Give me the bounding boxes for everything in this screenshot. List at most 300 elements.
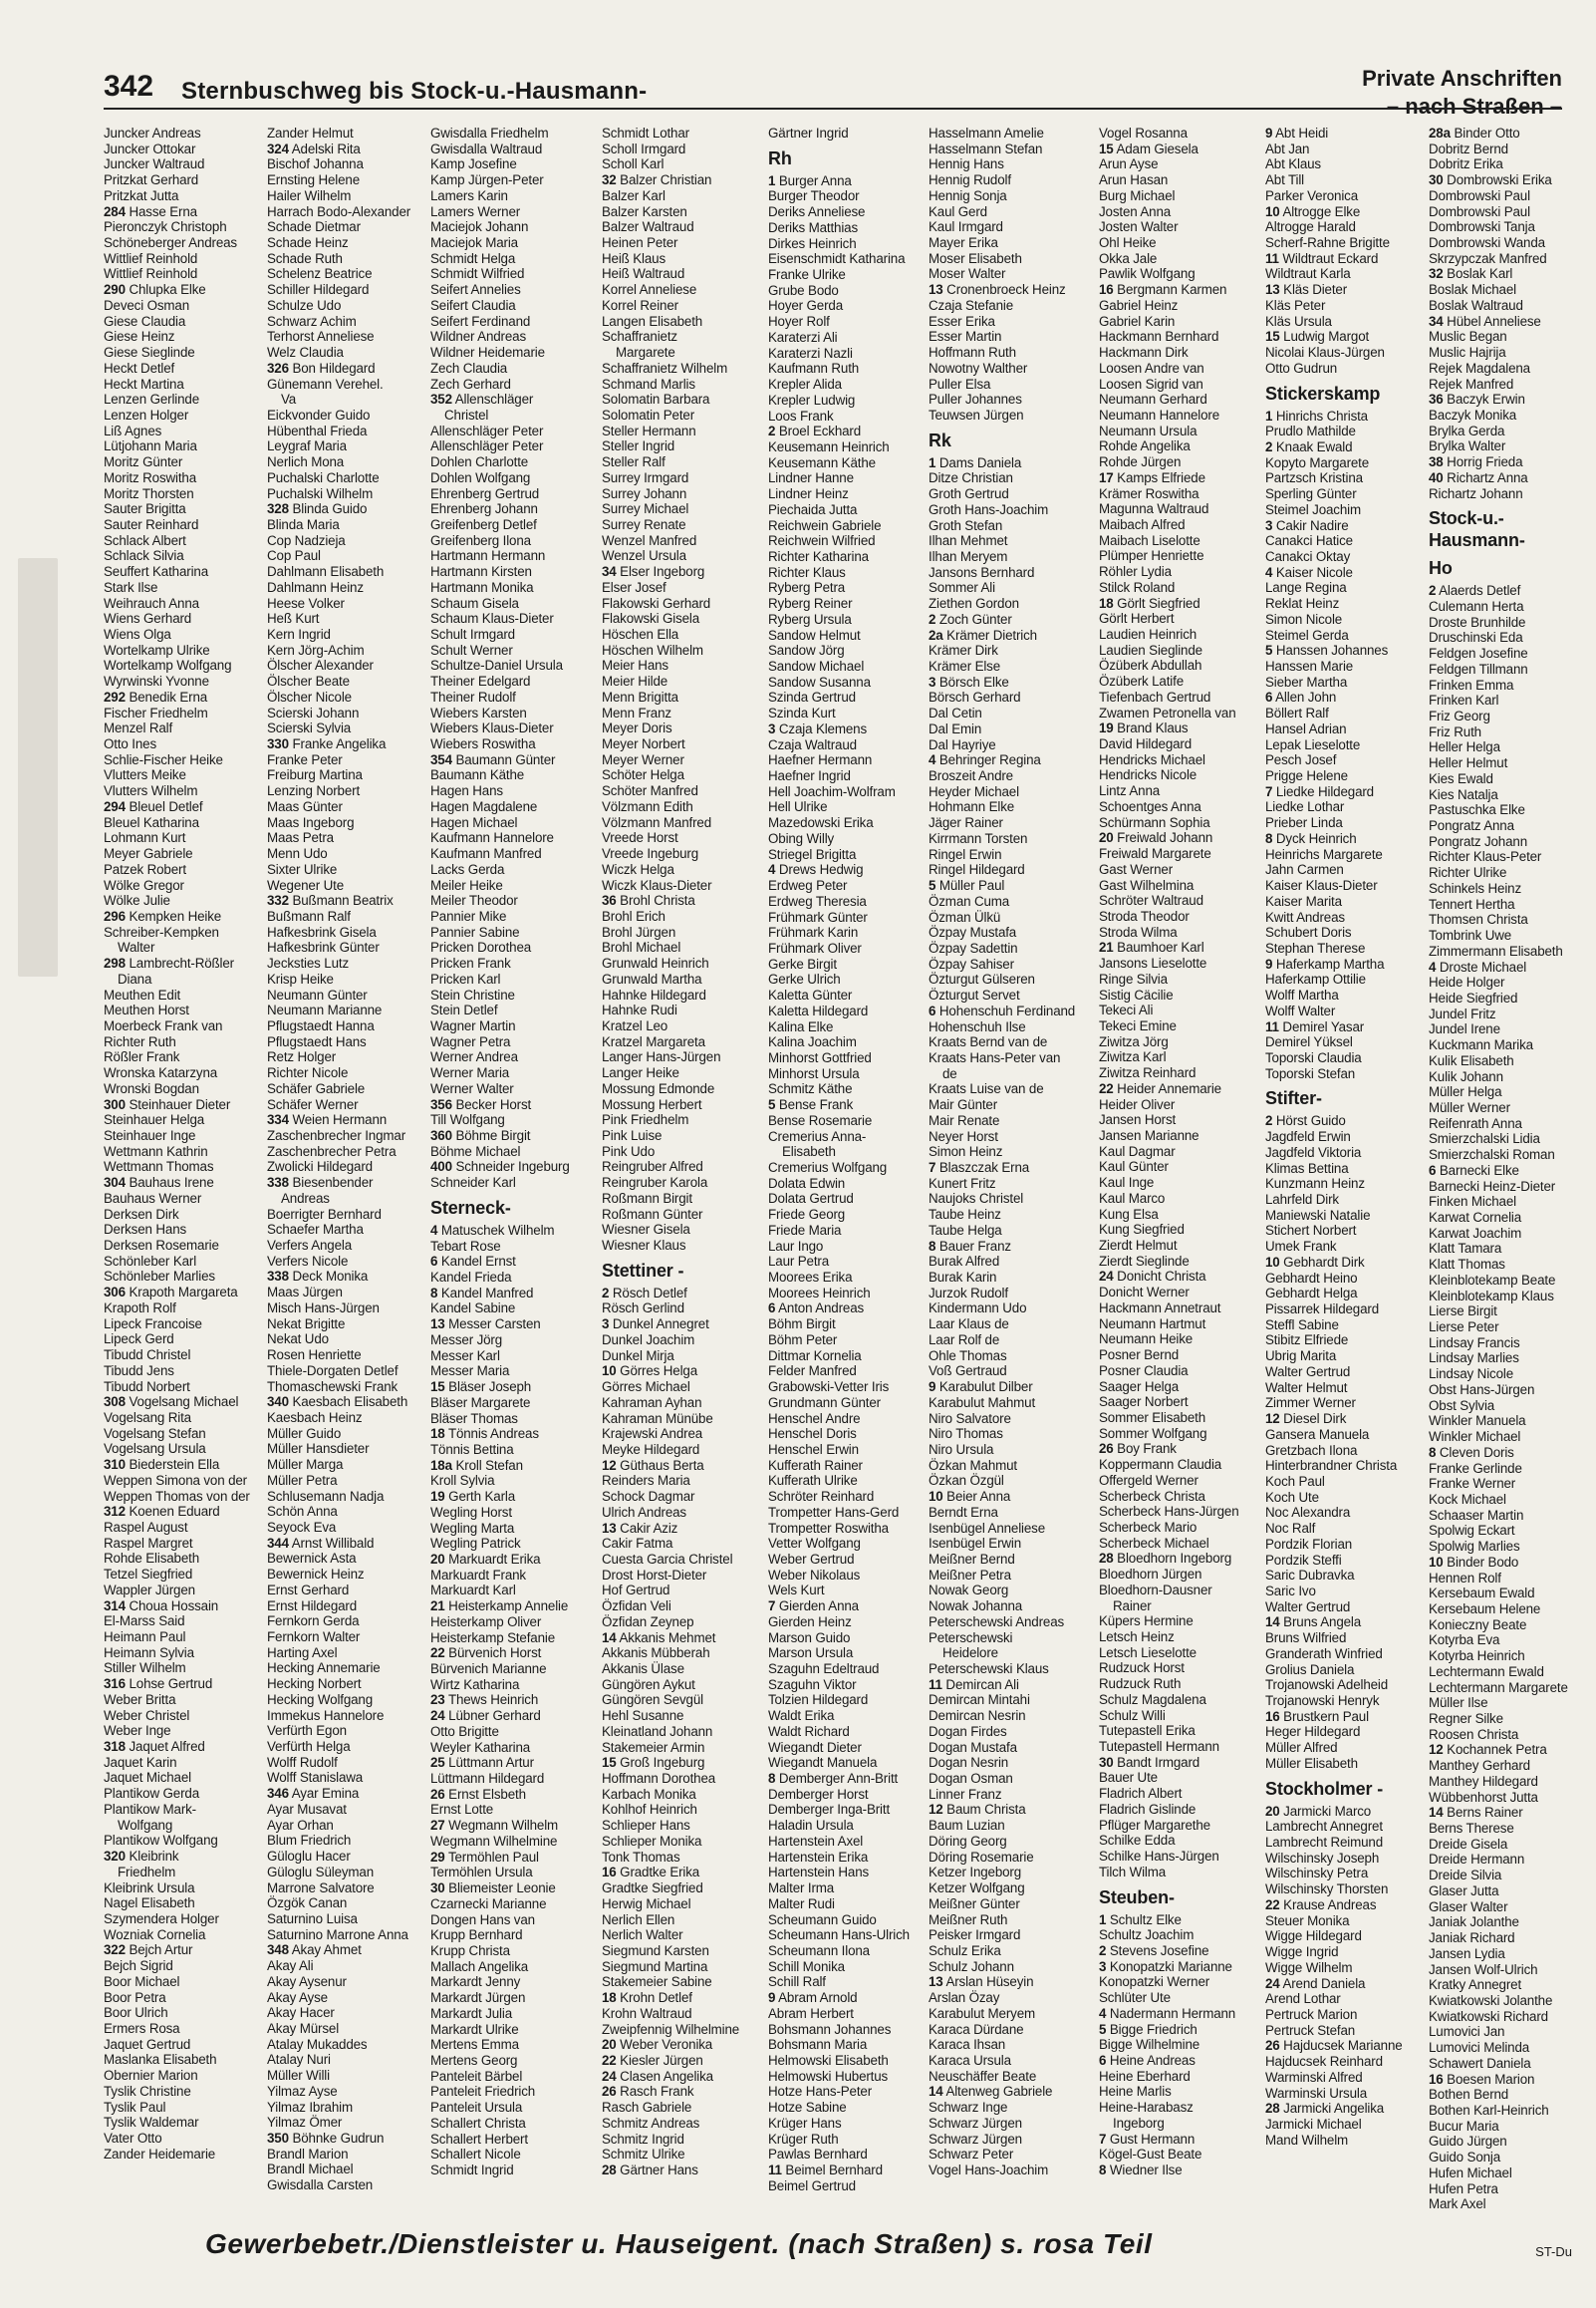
resident-entry: Wels Kurt <box>768 1583 825 1598</box>
resident-entry: Langer Heike <box>602 1065 679 1081</box>
resident-entry: Boor Petra <box>104 1989 166 2005</box>
resident-entry: Börsch Gerhard <box>929 690 1021 706</box>
resident-entry: Rößler Frank <box>104 1049 180 1065</box>
resident-entry: Meißner Günter <box>929 1895 1020 1911</box>
resident-entry: Leygraf Maria <box>267 438 347 454</box>
resident-entry: Dogan Osman <box>929 1771 1013 1787</box>
resident-entry: Kaufmann Hannelore <box>430 830 554 846</box>
house-number: 3 <box>768 721 776 736</box>
resident-entry: Schult Irmgard <box>430 627 515 642</box>
resident-entry: Ringel Erwin <box>929 846 1002 862</box>
resident-entry: Canakci Hatice <box>1265 533 1353 549</box>
resident-entry: Steuer Monika <box>1265 1912 1350 1928</box>
resident-entry: Karaterzi Nazli <box>768 345 853 361</box>
resident-entry: Ditze Christian <box>929 470 1013 486</box>
resident-entry: Steffl Sabine <box>1265 1316 1339 1332</box>
resident-entry: Abram Herbert <box>768 2005 854 2021</box>
house-number: 8 <box>1429 1444 1437 1460</box>
resident-entry: Koch Ute <box>1265 1489 1319 1505</box>
resident-entry: Steimel Gerda <box>1265 627 1349 643</box>
resident-entry: Reingruber Karola <box>602 1175 708 1191</box>
resident-entry: Reinders Maria <box>602 1473 690 1489</box>
resident-entry: Kaul Irmgard <box>929 219 1003 235</box>
house-number: 294 <box>104 798 126 814</box>
resident-entry: Hennig Hans <box>929 156 1004 172</box>
resident-entry: Kahraman Münübe <box>602 1410 713 1426</box>
resident-entry: Wildner Heidemarie <box>430 345 545 361</box>
resident-entry: Ketzer Wolfgang <box>929 1880 1025 1896</box>
house-entry: 21 Baumhoer Karl <box>1099 940 1204 956</box>
house-entry: 290 Chlupka Elke <box>104 282 206 298</box>
house-entry: 3 Czaja Klemens <box>768 721 867 736</box>
resident-entry: Hecking Norbert <box>267 1676 362 1692</box>
house-entry: 13 Messer Carsten <box>430 1316 541 1332</box>
resident-entry: Deriks Anneliese <box>768 204 866 220</box>
street-heading: Sterneck- <box>430 1197 511 1218</box>
house-entry: 338 Deck Monika <box>267 1269 369 1285</box>
house-entry: 306 Krapoth Margareta <box>104 1285 238 1300</box>
entry-continuation: Elisabeth <box>782 1144 836 1160</box>
resident-entry: Werner Maria <box>430 1065 510 1081</box>
resident-entry: Otto Ines <box>104 736 156 752</box>
resident-entry: Rudzuck Ruth <box>1099 1676 1182 1692</box>
resident-entry: Jagdfeld Erwin <box>1265 1129 1351 1145</box>
resident-entry: Plümper Henriette <box>1099 548 1204 564</box>
resident-entry: Kaul Marco <box>1099 1190 1166 1206</box>
resident-entry: Drost Horst-Dieter <box>602 1567 707 1583</box>
house-entry: 312 Koenen Eduard <box>104 1504 220 1520</box>
directory-column <box>602 126 769 2190</box>
house-entry: 25 Lüttmann Artur <box>430 1755 534 1771</box>
resident-entry: Dombrowski Wanda <box>1429 235 1545 251</box>
resident-entry: Kopyto Margarete <box>1265 454 1370 470</box>
resident-entry: Dreide Silvia <box>1429 1868 1502 1883</box>
margin-tab <box>18 558 58 977</box>
resident-entry: Wegling Horst <box>430 1504 512 1520</box>
resident-entry: Küpers Hermine <box>1099 1613 1194 1629</box>
resident-entry: Hufen Petra <box>1429 2180 1498 2196</box>
resident-entry: Keusemann Käthe <box>768 454 876 470</box>
resident-entry: Laudien Sieglinde <box>1099 642 1202 658</box>
house-number: 5 <box>1265 643 1273 659</box>
resident-entry: Hell Ulrike <box>768 799 828 815</box>
house-entry: 7 Liedke Hildegard <box>1265 783 1374 799</box>
resident-entry: Schürmann Sophia <box>1099 814 1210 830</box>
resident-entry: Pink Luise <box>602 1128 663 1143</box>
resident-entry: Mayer Erika <box>929 235 998 251</box>
resident-entry: Bucur Maria <box>1429 2118 1499 2134</box>
resident-entry: Juncker Waltraud <box>104 156 205 172</box>
resident-entry: Ketzer Ingeborg <box>929 1865 1022 1880</box>
resident-entry: Donicht Werner <box>1099 1285 1190 1300</box>
resident-entry: Surrey Johann <box>602 485 687 501</box>
house-number: 26 <box>602 2084 617 2100</box>
resident-entry: Pricken Karl <box>430 971 501 987</box>
house-entry: 314 Choua Hossain <box>104 1597 219 1613</box>
resident-entry: Ziwitza Jörg <box>1099 1033 1169 1049</box>
resident-entry: Heisterkamp Stefanie <box>430 1629 556 1645</box>
resident-entry: Hagen Michael <box>430 814 518 830</box>
resident-entry: Schmidt Lothar <box>602 126 689 141</box>
resident-entry: Freiburg Martina <box>267 767 363 783</box>
resident-entry: Kock Michael <box>1429 1491 1506 1507</box>
house-number: 16 <box>1099 282 1114 298</box>
resident-entry: Puchalski Wilhelm <box>267 485 374 501</box>
resident-entry: Friede Maria <box>768 1222 842 1238</box>
resident-entry: Dohlen Charlotte <box>430 454 529 470</box>
resident-entry: Ayar Orhan <box>267 1817 334 1833</box>
resident-entry: Wölke Julie <box>104 893 170 909</box>
house-entry: 5 Hanssen Johannes <box>1265 643 1389 659</box>
resident-entry: Wittlief Reinhold <box>104 250 198 266</box>
resident-entry: Franke Werner <box>1429 1476 1516 1492</box>
resident-entry: Helmowski Elisabeth <box>768 2052 889 2068</box>
resident-entry: Isenbügel Erwin <box>929 1536 1022 1552</box>
resident-entry: Krisp Heike <box>267 971 334 987</box>
resident-entry: Nowak Georg <box>929 1583 1009 1598</box>
resident-entry: Scheumann Ilona <box>768 1942 870 1958</box>
resident-entry: Kalina Joachim <box>768 1034 857 1050</box>
resident-entry: Jaquet Gertrud <box>104 2036 191 2052</box>
resident-entry: Stilck Roland <box>1099 579 1176 595</box>
resident-entry: Ziwitza Karl <box>1099 1049 1167 1065</box>
resident-entry: Wittlief Reinhold <box>104 266 198 282</box>
resident-entry: Scherf-Rahne Brigitte <box>1265 235 1390 251</box>
resident-entry: Wiczk Helga <box>602 861 674 877</box>
resident-entry: Pflugstaedt Hanna <box>267 1017 375 1033</box>
resident-entry: Siegmund Martina <box>602 1958 708 1974</box>
resident-entry: Czaja Waltraud <box>768 736 857 752</box>
resident-entry: Hecking Wolfgang <box>267 1691 374 1707</box>
house-number: 27 <box>430 1818 445 1834</box>
resident-entry: Vreede Horst <box>602 830 678 846</box>
house-entry: 20 Weber Veronika <box>602 2037 713 2053</box>
resident-entry: Güngören Sevgül <box>602 1692 703 1708</box>
house-entry: 18 Tönnis Andreas <box>430 1426 539 1442</box>
resident-entry: Wildner Andreas <box>430 329 526 345</box>
resident-entry: Lepak Lieselotte <box>1265 736 1361 752</box>
resident-entry: Plantikow Wolfgang <box>104 1833 218 1849</box>
resident-entry: Walter Helmut <box>1265 1379 1348 1395</box>
resident-entry: Smierzchalski Lidia <box>1429 1131 1540 1147</box>
resident-entry: Böhme Michael <box>430 1143 521 1159</box>
resident-entry: Solomatin Peter <box>602 407 695 423</box>
resident-entry: Weber Christel <box>104 1707 190 1723</box>
resident-entry: Koppermann Claudia <box>1099 1457 1222 1473</box>
resident-entry: Arslan Özay <box>929 1990 1000 2006</box>
resident-entry: Böllert Ralf <box>1265 706 1329 721</box>
house-number: 13 <box>929 1974 943 1990</box>
house-number: 18 <box>430 1426 445 1442</box>
resident-entry: Boslak Waltraud <box>1429 297 1523 313</box>
house-number: 10 <box>929 1489 943 1505</box>
house-entry: 24 Donicht Christa <box>1099 1269 1206 1285</box>
resident-entry: Tibudd Christel <box>104 1347 191 1363</box>
street-heading: Stockholmer - <box>1265 1778 1384 1799</box>
resident-entry: Yilmaz Ibrahim <box>267 2099 353 2115</box>
house-entry: 348 Akay Ahmet <box>267 1942 362 1958</box>
house-number: 20 <box>1265 1803 1280 1819</box>
resident-entry: Bense Rosemarie <box>768 1112 873 1128</box>
resident-entry: Höschen Wilhelm <box>602 642 703 658</box>
resident-entry: Hennen Rolf <box>1429 1570 1501 1586</box>
resident-entry: Dittmar Kornelia <box>768 1347 862 1363</box>
resident-entry: Giese Claudia <box>104 313 186 329</box>
resident-entry: Schaum Gisela <box>430 595 519 611</box>
resident-entry: Greifenberg Ilona <box>430 532 531 548</box>
resident-entry: Zierdt Helmut <box>1099 1238 1178 1254</box>
house-number: 6 <box>1429 1162 1437 1178</box>
house-entry: 26 Hajducsek Marianne <box>1265 2038 1403 2054</box>
resident-entry: Jansons Lieselotte <box>1099 956 1207 972</box>
house-number: 15 <box>602 1755 617 1771</box>
resident-entry: Hahnke Rudi <box>602 1003 677 1018</box>
header-rule <box>104 108 1562 110</box>
resident-entry: Posner Claudia <box>1099 1362 1189 1378</box>
house-number: 284 <box>104 203 126 219</box>
resident-entry: Maibach Liselotte <box>1099 532 1200 548</box>
house-number: 1 <box>1265 408 1273 424</box>
house-entry: 11 Wildtraut Eckard <box>1265 250 1379 266</box>
house-number: 16 <box>1265 1708 1280 1724</box>
resident-entry: Neumann Gerhard <box>1099 392 1207 408</box>
resident-entry: Heller Helmut <box>1429 755 1508 771</box>
resident-entry: Reifenrath Anna <box>1429 1115 1522 1131</box>
resident-entry: Mossung Herbert <box>602 1096 702 1112</box>
resident-entry: Gerke Birgit <box>768 956 837 972</box>
resident-entry: Rösch Gerlind <box>602 1300 684 1316</box>
resident-entry: Pieronczyk Christoph <box>104 219 227 235</box>
resident-entry: Wiens Gerhard <box>104 611 192 627</box>
resident-entry: Culemann Herta <box>1429 598 1524 614</box>
house-entry: 24 Clasen Angelika <box>602 2068 713 2084</box>
resident-entry: Maciejok Johann <box>430 219 529 235</box>
resident-entry: Wölke Gregor <box>104 877 184 893</box>
house-number: 10 <box>1265 1254 1280 1270</box>
resident-entry: Cakir Fatma <box>602 1536 673 1552</box>
house-entry: 11 Demirel Yasar <box>1265 1018 1365 1034</box>
resident-entry: Szaguhn Viktor <box>768 1676 857 1692</box>
house-entry: 20 Freiwald Johann <box>1099 830 1213 846</box>
house-number: 10 <box>1429 1554 1444 1570</box>
resident-entry: Pawlik Wolfgang <box>1099 266 1196 282</box>
resident-entry: Tönnis Bettina <box>430 1441 514 1457</box>
resident-entry: Gebhardt Helga <box>1265 1286 1358 1301</box>
resident-entry: Moser Elisabeth <box>929 250 1022 266</box>
resident-entry: Schulz Magdalena <box>1099 1691 1206 1707</box>
resident-entry: Ernsting Helene <box>267 172 361 188</box>
house-number: 4 <box>1265 564 1273 580</box>
resident-entry: Özturgut Gülseren <box>929 972 1035 988</box>
house-number: 12 <box>1429 1742 1444 1758</box>
resident-entry: Bußmann Ralf <box>267 908 351 924</box>
resident-entry: Gwisdalla Friedhelm <box>430 126 549 141</box>
resident-entry: Günemann Verehel. <box>267 376 384 392</box>
resident-entry: Wigge Hildegard <box>1265 1928 1362 1944</box>
resident-entry: Bothen Bernd <box>1429 2087 1509 2103</box>
entry-continuation: Walter <box>118 940 155 956</box>
resident-entry: Vlutters Meike <box>104 767 186 783</box>
resident-entry: Schöneberger Andreas <box>104 235 237 251</box>
resident-entry: Kies Ewald <box>1429 770 1493 786</box>
house-entry: 9 Abram Arnold <box>768 1990 858 2006</box>
resident-entry: Schöter Helga <box>602 767 684 783</box>
resident-entry: Karbach Monika <box>602 1786 696 1802</box>
house-entry: 12 Baum Christa <box>929 1802 1026 1818</box>
resident-entry: Josten Walter <box>1099 219 1179 235</box>
resident-entry: Vreede Ingeburg <box>602 846 699 862</box>
resident-entry: Schröter Waltraud <box>1099 893 1203 909</box>
resident-entry: Schlusemann Nadja <box>267 1488 385 1504</box>
resident-entry: Heyder Michael <box>929 783 1019 799</box>
resident-entry: Koch Paul <box>1265 1473 1325 1489</box>
resident-entry: Heller Helga <box>1429 739 1500 755</box>
street-heading: Stock-u.-Hausmann- <box>1429 508 1525 551</box>
resident-entry: Bloedhorn Jürgen <box>1099 1567 1202 1583</box>
resident-entry: Naujoks Christel <box>929 1191 1024 1207</box>
resident-entry: Wegmann Wilhelmine <box>430 1833 558 1849</box>
resident-entry: Krepler Ludwig <box>768 392 856 408</box>
resident-entry: Raspel Margret <box>104 1535 193 1551</box>
resident-entry: Wronski Bogdan <box>104 1080 199 1096</box>
house-number: 10 <box>602 1363 617 1379</box>
resident-entry: Lierse Birgit <box>1429 1303 1497 1319</box>
resident-entry: Lipeck Gerd <box>104 1331 174 1347</box>
house-number: 15 <box>430 1379 445 1395</box>
resident-entry: Noc Alexandra <box>1265 1505 1351 1521</box>
house-number: 292 <box>104 689 126 705</box>
house-number: 18a <box>430 1457 452 1473</box>
house-number: 18 <box>1099 595 1114 611</box>
resident-entry: Zwamen Petronella van <box>1099 705 1236 721</box>
resident-entry: Görlt Herbert <box>1099 611 1175 627</box>
resident-entry: Hartenstein Erika <box>768 1849 869 1865</box>
house-number: 334 <box>267 1112 289 1128</box>
house-number: 11 <box>1265 1018 1279 1034</box>
resident-entry: Moritz Günter <box>104 454 183 470</box>
house-number: 8 <box>929 1238 936 1254</box>
resident-entry: Scherbeck Michael <box>1099 1535 1209 1551</box>
resident-entry: Trompetter Roswitha <box>768 1520 889 1536</box>
house-number: 26 <box>1265 2038 1280 2054</box>
resident-entry: Pongratz Anna <box>1429 818 1514 834</box>
house-entry: 13 Cakir Aziz <box>602 1520 678 1536</box>
resident-entry: Kwiatkowski Richard <box>1429 2008 1548 2024</box>
resident-entry: Korrel Anneliese <box>602 282 697 298</box>
resident-entry: Schmidt Helga <box>430 250 516 266</box>
house-number: 14 <box>1429 1805 1444 1821</box>
house-number: 1 <box>1099 1911 1107 1927</box>
resident-entry: Saturnino Luisa <box>267 1910 358 1926</box>
house-entry: 326 Bon Hildegard <box>267 360 376 376</box>
house-number: 12 <box>602 1457 617 1473</box>
house-number: 17 <box>1099 469 1114 485</box>
house-entry: 304 Bauhaus Irene <box>104 1175 214 1191</box>
resident-entry: Seyock Eva <box>267 1519 337 1535</box>
resident-entry: Jansen Horst <box>1099 1112 1177 1128</box>
resident-entry: Isenbügel Anneliese <box>929 1520 1046 1536</box>
resident-entry: Rohde Jürgen <box>1099 454 1182 470</box>
resident-entry: Czarnecki Marianne <box>430 1895 547 1911</box>
resident-entry: Hanssen Marie <box>1265 659 1354 674</box>
house-number: 306 <box>104 1285 126 1300</box>
resident-entry: Müller Hansdieter <box>267 1441 370 1457</box>
house-number: 320 <box>104 1849 126 1865</box>
resident-entry: Surrey Michael <box>602 501 689 517</box>
resident-entry: Schaffranietz <box>602 329 677 345</box>
resident-entry: Menzel Ralf <box>104 721 173 736</box>
house-number: 14 <box>1265 1614 1280 1630</box>
house-entry: 330 Franke Angelika <box>267 736 387 752</box>
resident-entry: Akkanis Mübberah <box>602 1645 710 1661</box>
resident-entry: Reingruber Alfred <box>602 1159 703 1175</box>
resident-entry: Dogan Firdes <box>929 1723 1007 1739</box>
resident-entry: Kulik Elisabeth <box>1429 1052 1514 1068</box>
resident-entry: Steinhauer Helga <box>104 1112 205 1128</box>
entry-continuation: Friedhelm <box>118 1864 176 1879</box>
resident-entry: Gierden Heinz <box>768 1613 852 1629</box>
house-number: 348 <box>267 1942 289 1958</box>
house-number: 13 <box>929 282 943 298</box>
resident-entry: Kern Ingrid <box>267 627 331 642</box>
house-number: 338 <box>267 1269 289 1285</box>
resident-entry: Boor Ulrich <box>104 2005 168 2021</box>
resident-entry: Eisenschmidt Katharina <box>768 251 906 267</box>
house-entry: 344 Arnst Willibald <box>267 1535 375 1551</box>
resident-entry: Kaufmann Ruth <box>768 361 860 377</box>
resident-entry: Wyrwinski Yvonne <box>104 674 209 690</box>
resident-entry: Seuffert Katharina <box>104 564 208 580</box>
resident-entry: Retz Holger <box>267 1049 337 1065</box>
resident-entry: Reichwein Gabriele <box>768 517 882 533</box>
resident-entry: Gwisdalla Waltraud <box>430 141 543 156</box>
house-number: 13 <box>430 1316 445 1332</box>
resident-entry: Surrey Irmgard <box>602 469 689 485</box>
house-entry: 28 Jarmicki Angelika <box>1265 2101 1385 2117</box>
house-entry: 36 Baczyk Erwin <box>1429 392 1525 408</box>
resident-entry: Krämer Else <box>929 659 1001 674</box>
resident-entry: Tiefenbach Gertrud <box>1099 689 1211 705</box>
house-number: 30 <box>1429 172 1444 188</box>
resident-entry: Broszeit Andre <box>929 768 1013 784</box>
resident-entry: Ernst Gerhard <box>267 1582 350 1597</box>
resident-entry: Zaschenbrecher Ingmar <box>267 1128 406 1143</box>
resident-entry: Mossung Edmonde <box>602 1080 715 1096</box>
resident-entry: Kraats Luise van de <box>929 1081 1044 1097</box>
resident-entry: Hafkesbrink Gisela <box>267 924 377 940</box>
resident-entry: Puller Johannes <box>929 392 1022 408</box>
resident-entry: Krupp Christa <box>430 1942 510 1958</box>
resident-entry: Boor Michael <box>104 1973 180 1989</box>
house-entry: 4 Matuschek Wilhelm <box>430 1222 555 1238</box>
resident-entry: Hoffmann Dorothea <box>602 1771 716 1787</box>
resident-entry: Szinda Kurt <box>768 706 836 721</box>
resident-entry: Kung Elsa <box>1099 1206 1159 1222</box>
house-entry: 19 Brand Klaus <box>1099 721 1189 736</box>
street-heading: Stifter- <box>1265 1088 1322 1109</box>
house-number: 7 <box>1265 783 1273 799</box>
house-entry: 19 Gerth Karla <box>430 1489 515 1505</box>
resident-entry: Tyslik Paul <box>104 2099 166 2115</box>
house-entry: 2a Krämer Dietrich <box>929 627 1037 643</box>
resident-entry: Peterschewski <box>929 1629 1013 1645</box>
house-number: 9 <box>1265 956 1273 972</box>
house-entry: 10 Beier Anna <box>929 1489 1011 1505</box>
resident-entry: Wiczk Klaus-Dieter <box>602 877 712 893</box>
resident-entry: Mertens Emma <box>430 2037 519 2053</box>
resident-entry: Pertruck Marion <box>1265 2006 1358 2022</box>
resident-entry: Pawlas Bernhard <box>768 2147 868 2163</box>
